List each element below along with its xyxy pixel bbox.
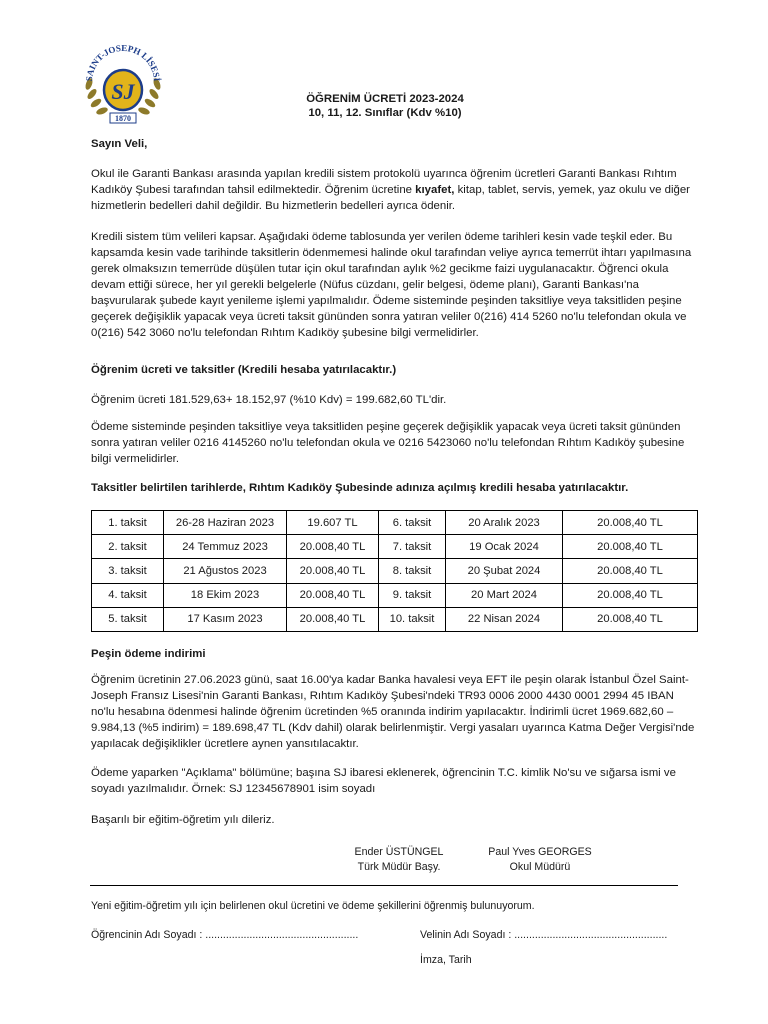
signature-name: Paul Yves GEORGES <box>488 846 592 858</box>
installment-date: 17 Kasım 2023 <box>164 607 287 631</box>
installment-amount: 20.008,40 TL <box>563 559 698 583</box>
logo-monogram: SJ <box>111 79 135 104</box>
installment-amount: 20.008,40 TL <box>287 583 379 607</box>
installment-number: 8. taksit <box>379 559 446 583</box>
signature-role: Okul Müdürü <box>509 860 571 873</box>
installment-date: 26-28 Haziran 2023 <box>164 511 287 535</box>
paragraph-credit-system: Kredili sistem tüm velileri kapsar. Aşağıdaki ödeme tablosunda yer verilen ödeme tarihleri kesin vade teşkil eder. Bu kapsamda kesin vade tarihinde taksitlerin ödenmemesi halinde okul tarafından veliye ayrıca temerrüt ihtarı yapılmasına gerek olmaksızın temerrüde düşülen tutar için okul tarafından aylık %2 gecikme faizi uygulanacaktır. Öğrenci okula devam ettiği sürece, her yıl gerekli belgelerle (Nüfus cüzdanı, gelir belgesi, ödeme planı), Garanti Bankası'na başvurularak şubede kayıt yenileme işlemi yapılmalıdır. Ödeme sisteminde peşinden taksitliye veya taksitliden peşine geçerek değişiklik yapacak veya ücreti taksit gününden sonra yatıran veliler 0(216) 414 5260 no'lu telefondan okula ve 0(216) 542 3060 no'lu telefondan Rıhtım Kadıköy şubesine bilgi vermelidirler. <box>91 231 692 339</box>
signature-role: Türk Müdür Başy. <box>357 860 441 873</box>
logo-arc-text: SAINT-JOSEPH LİSESİ <box>83 42 163 82</box>
signature-date-field: İmza, Tarih <box>420 954 472 966</box>
table-row <box>92 583 698 607</box>
installment-number: 4. taksit <box>92 583 164 607</box>
installment-amount: 20.008,40 TL <box>287 559 379 583</box>
divider-line <box>90 885 678 886</box>
signature-name: Ender ÜSTÜNGEL <box>354 846 444 858</box>
installment-date: 20 Mart 2024 <box>446 583 563 607</box>
acknowledgement-text: Yeni eğitim-öğretim yılı için belirlenen okul ücretini ve ödeme şekillerini öğrenmiş bulunuyorum. <box>91 900 535 912</box>
installment-date: 21 Ağustos 2023 <box>164 559 287 583</box>
title-line-1: ÖĞRENİM ÜCRETİ 2023-2024 <box>306 93 464 105</box>
installment-amount: 19.607 TL <box>287 511 379 535</box>
installment-amount: 20.008,40 TL <box>563 511 698 535</box>
fee-total-line: Öğrenim ücreti 181.529,63+ 18.152,97 (%10 Kdv) = 199.682,60 TL'dir. <box>91 394 447 406</box>
installment-date: 24 Temmuz 2023 <box>164 535 287 559</box>
installment-amount: 20.008,40 TL <box>287 607 379 631</box>
greeting: Sayın Veli, <box>91 138 148 150</box>
table-row <box>92 511 698 535</box>
document-title <box>180 92 590 120</box>
table-row <box>92 535 698 559</box>
installment-amount: 20.008,40 TL <box>287 535 379 559</box>
paragraph-collection-info: Okul ile Garanti Bankası arasında yapılan kredili sistem protokolü uyarınca öğrenim ücretleri Garanti Bankası Rıhtım Kadıköy Şubesi tarafından tahsil edilmektedir. Öğrenim ücretine kıyafet, kitap, tablet, servis, yemek, yaz okulu ve diğer hizmetlerin bedelleri dahil değildir. Bu hizmetlerin bedelleri ayrıca ödenir. <box>91 168 690 212</box>
installment-amount: 20.008,40 TL <box>563 535 698 559</box>
installment-amount: 20.008,40 TL <box>563 583 698 607</box>
installment-number: 6. taksit <box>379 511 446 535</box>
installment-date: 22 Nisan 2024 <box>446 607 563 631</box>
title-line-2: 10, 11, 12. Sınıflar (Kdv %10) <box>308 107 462 119</box>
signature-block-principal <box>480 845 600 874</box>
signature-block-turkish-director <box>340 845 458 874</box>
paragraph-change-notice: Ödeme sisteminde peşinden taksitliye veya taksitliden peşine geçerek değişiklik yapacak veya ücreti taksit gününden sonra yatıran veliler 0216 4145260 no'lu telefondan okula ve 0216 5423060 no'lu telefondan Rıhtım Kadıköy şubesine bilgi vermelidirler. <box>91 421 685 465</box>
table-row <box>92 607 698 631</box>
heading-installment-dates: Taksitler belirtilen tarihlerde, Rıhtım Kadıköy Şubesinde adınıza açılmış kredili hesaba yatırılacaktır. <box>91 482 629 494</box>
parent-name-field: Velinin Adı Soyadı : .................................................... <box>420 929 668 941</box>
student-name-field: Öğrencinin Adı Soyadı : .................................................... <box>91 929 359 941</box>
installment-number: 10. taksit <box>379 607 446 631</box>
installment-number: 2. taksit <box>92 535 164 559</box>
installment-date: 20 Şubat 2024 <box>446 559 563 583</box>
paragraph-early-payment: Öğrenim ücretinin 27.06.2023 günü, saat 16.00'ya kadar Banka havalesi veya EFT ile peşin olarak İstanbul Özel Saint-Joseph Fransız Lisesi'nin Garanti Bankası, Rıhtım Kadıköy Şubesi'ndeki TR93 0006 2000 4430 0001 2994 45 IBAN no'lu hesabına ödenmesi halinde öğrenim ücretinden %5 oranında indirim yapılacaktır. İndirimli ücret 1969.682,60 – 9.984,13 (%5 indirim) = 189.698,47 TL (Kdv dahil) olarak belirlenmiştir. Vergi yasaları uyarınca Katma Değer Vergisi'nde yapılacak değişiklikler ücretlere aynen yansıtılacaktır. <box>91 674 695 750</box>
installment-number: 3. taksit <box>92 559 164 583</box>
heading-early-payment: Peşin ödeme indirimi <box>91 648 206 660</box>
installment-number: 7. taksit <box>379 535 446 559</box>
school-logo <box>78 36 168 128</box>
installment-date: 20 Aralık 2023 <box>446 511 563 535</box>
installment-amount: 20.008,40 TL <box>563 607 698 631</box>
closing-line: Başarılı bir eğitim-öğretim yılı dileriz. <box>91 814 275 826</box>
installment-date: 19 Ocak 2024 <box>446 535 563 559</box>
installment-number: 9. taksit <box>379 583 446 607</box>
installment-number: 1. taksit <box>92 511 164 535</box>
table-row <box>92 559 698 583</box>
paragraph-payment-description: Ödeme yaparken "Açıklama" bölümüne; başına SJ ibaresi eklenerek, öğrencinin T.C. kimlik No'su ve sığarsa ismi ve soyadı yazılmalıdır. Örnek: SJ 12345678901 isim soyadı <box>91 767 676 795</box>
installment-number: 5. taksit <box>92 607 164 631</box>
installment-date: 18 Ekim 2023 <box>164 583 287 607</box>
heading-fee-installments: Öğrenim ücreti ve taksitler (Kredili hesaba yatırılacaktır.) <box>91 364 397 376</box>
installment-table <box>91 510 698 632</box>
logo-year: 1870 <box>115 114 131 123</box>
